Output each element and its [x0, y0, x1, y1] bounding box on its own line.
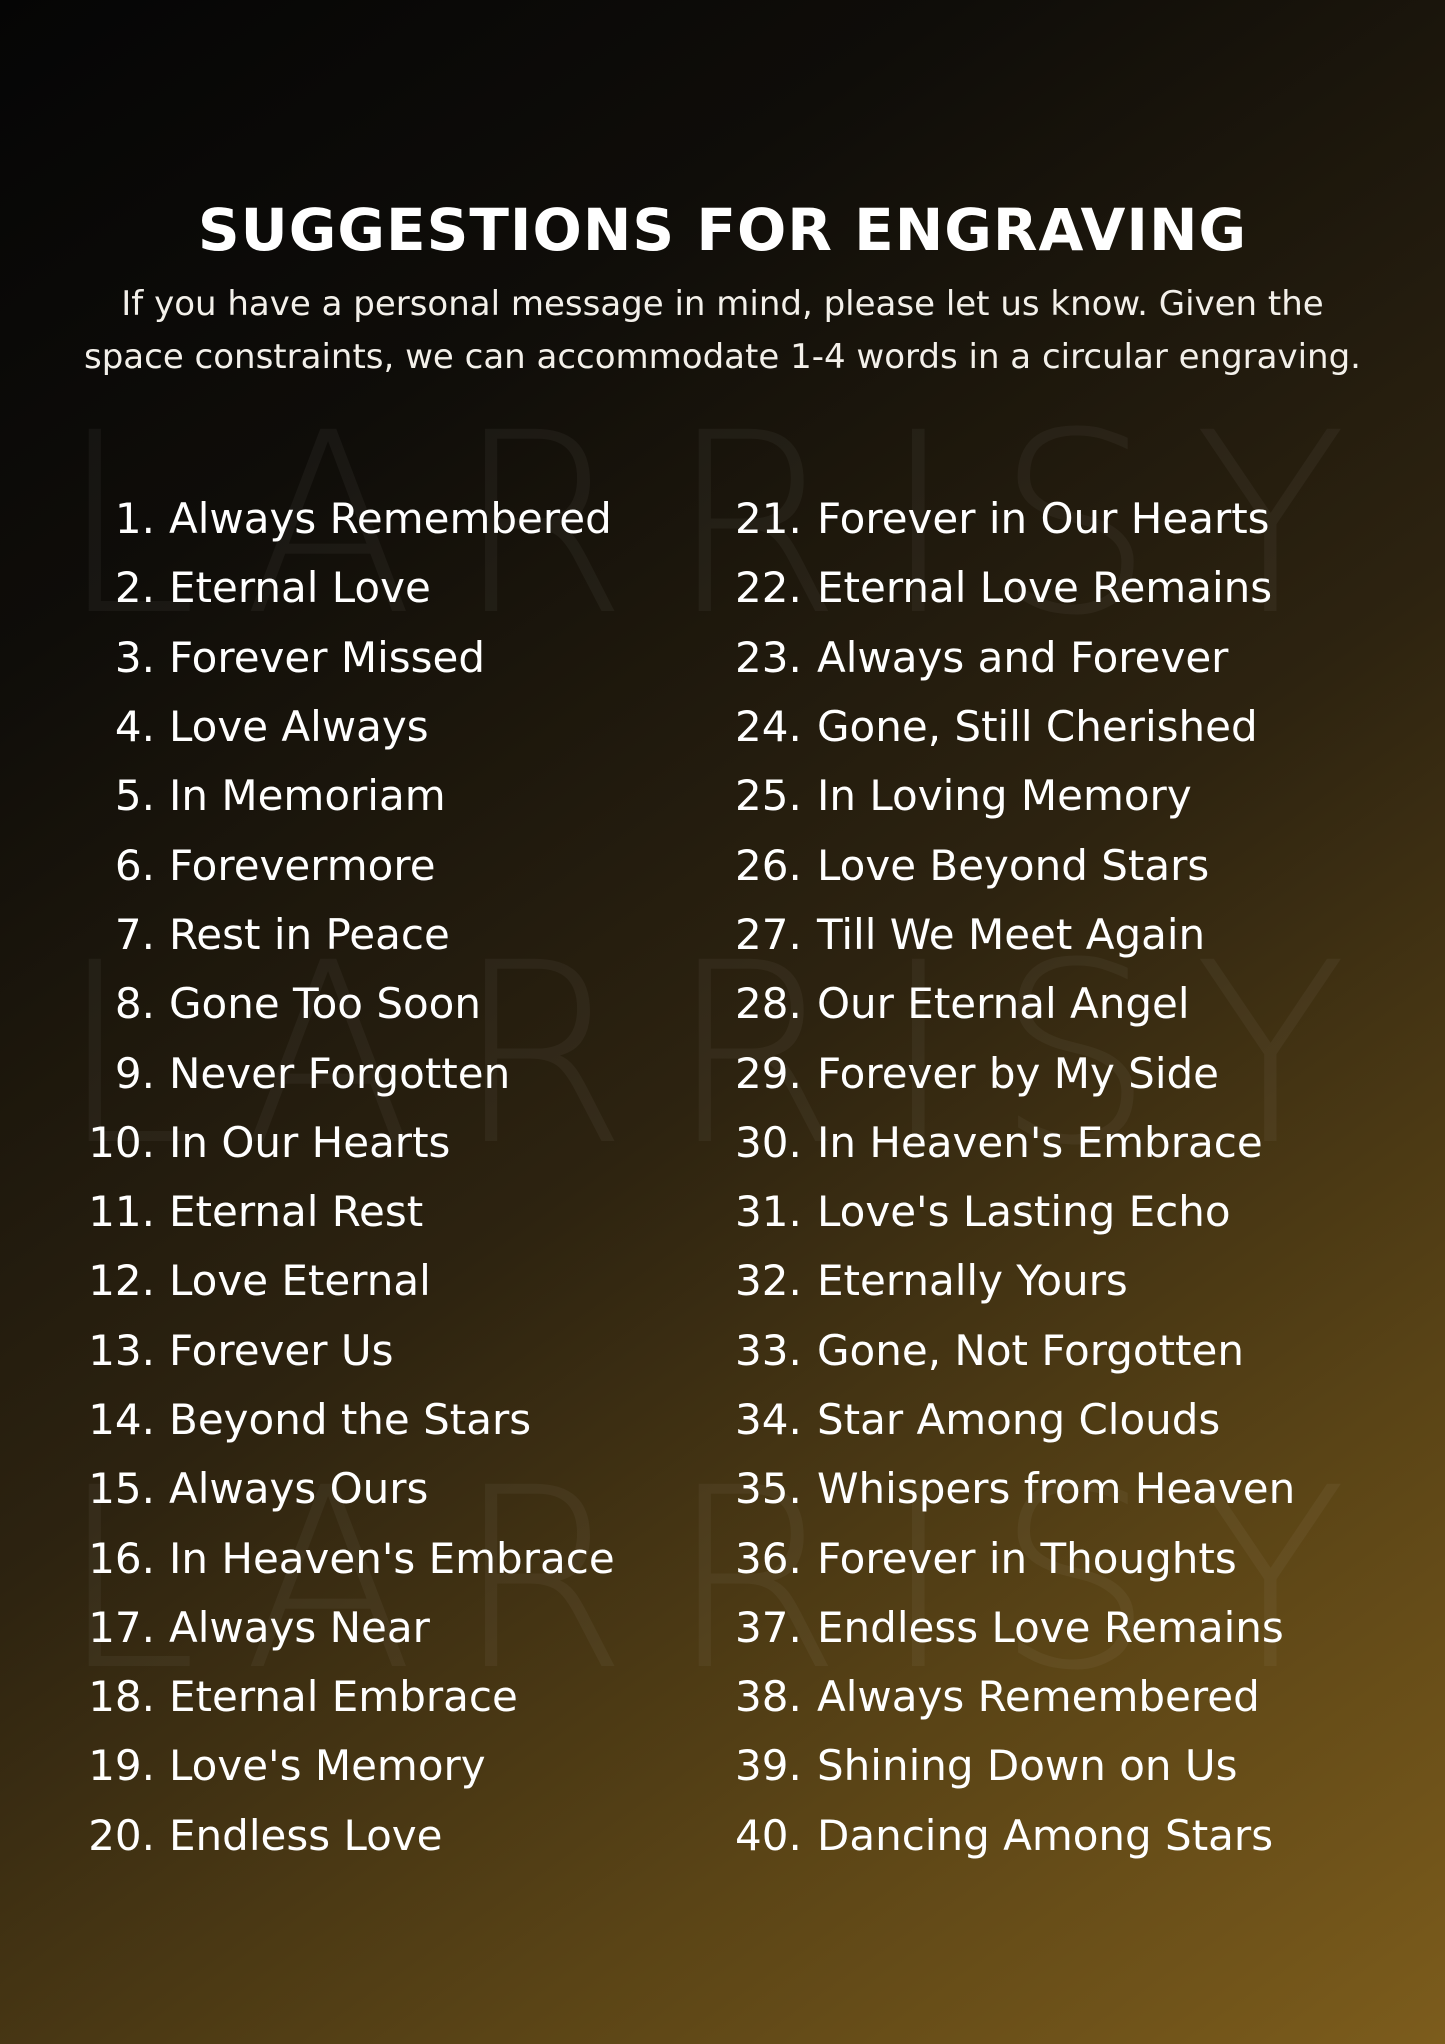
suggestion-number: 17.: [88, 1602, 155, 1652]
suggestion-text: Gone, Still Cherished: [817, 702, 1258, 752]
suggestion-number: 1.: [114, 494, 155, 544]
suggestion-item: [735, 1038, 1395, 1107]
suggestion-item: [735, 1731, 1395, 1800]
suggestion-text: Love Beyond Stars: [817, 840, 1210, 890]
suggestion-item: [735, 1177, 1395, 1246]
suggestion-number: 4.: [114, 702, 155, 752]
suggestion-number: 13.: [88, 1325, 155, 1375]
suggestion-number: 27.: [735, 909, 802, 959]
suggestion-number: 9.: [114, 1048, 155, 1098]
suggestion-item: [60, 1038, 700, 1107]
suggestion-number: 25.: [735, 771, 802, 821]
suggestions-list-right: [735, 484, 1395, 1870]
suggestion-text: Always Remembered: [169, 494, 612, 544]
suggestion-number: 40.: [735, 1810, 802, 1860]
suggestion-text: Forever in Thoughts: [817, 1533, 1237, 1583]
suggestion-item: [60, 761, 700, 830]
intro-line: If you have a personal message in mind, please let us know. Given the: [121, 284, 1324, 324]
suggestion-text: Endless Love Remains: [817, 1602, 1284, 1652]
suggestion-item: [735, 969, 1395, 1038]
suggestion-text: Dancing Among Stars: [817, 1810, 1274, 1860]
brand-logo-text: LARRISY: [426, 63, 1019, 171]
suggestion-item: [735, 1385, 1395, 1454]
suggestion-number: 34.: [735, 1395, 802, 1444]
suggestion-item: [60, 553, 700, 622]
suggestion-number: 2.: [114, 563, 155, 613]
suggestion-text: Always Near: [169, 1602, 430, 1652]
suggestion-number: 31.: [735, 1187, 802, 1237]
suggestion-text: Rest in Peace: [169, 909, 450, 959]
suggestion-number: 30.: [735, 1117, 802, 1167]
suggestion-text: In Heaven's Embrace: [817, 1117, 1263, 1167]
suggestion-text: Whispers from Heaven: [817, 1464, 1296, 1514]
page-title: SUGGESTIONS FOR ENGRAVING: [197, 196, 1248, 264]
suggestion-text: Till We Meet Again: [817, 909, 1206, 959]
suggestion-item: [735, 484, 1395, 553]
suggestion-number: 32.: [735, 1256, 802, 1306]
suggestion-item: [735, 1801, 1395, 1870]
brand-logo-text: LARRISY: [426, 1897, 1019, 2005]
suggestion-item: [735, 1662, 1395, 1731]
intro-text: [60, 278, 1385, 384]
suggestion-number: 16.: [88, 1533, 155, 1583]
suggestion-number: 22.: [735, 563, 802, 613]
suggestion-number: 21.: [735, 494, 802, 544]
suggestion-text: Always and Forever: [817, 632, 1229, 682]
suggestion-item: [60, 969, 700, 1038]
suggestion-item: [735, 1454, 1395, 1523]
suggestion-item: [60, 484, 700, 553]
suggestion-number: 15.: [88, 1464, 155, 1514]
suggestion-number: 20.: [88, 1810, 155, 1860]
suggestion-number: 37.: [735, 1602, 802, 1652]
suggestion-text: Forever Missed: [169, 632, 486, 682]
suggestion-text: Eternal Rest: [169, 1187, 424, 1237]
intro-line: space constraints, we can accommodate 1-4 words in a circular engraving.: [84, 337, 1361, 377]
suggestion-number: 18.: [88, 1672, 155, 1722]
suggestion-item: [60, 1316, 700, 1385]
suggestion-number: 7.: [114, 909, 155, 959]
suggestion-number: 3.: [114, 632, 155, 682]
suggestion-number: 14.: [88, 1395, 155, 1444]
suggestion-item: [60, 1385, 700, 1454]
suggestion-item: [60, 1593, 700, 1662]
suggestion-item: [60, 1108, 700, 1177]
brand-logo-top: [0, 58, 1445, 176]
suggestion-number: 29.: [735, 1048, 802, 1098]
suggestion-item: [735, 1593, 1395, 1662]
suggestion-text: Forevermore: [169, 840, 436, 890]
suggestion-number: 28.: [735, 979, 802, 1029]
suggestion-item: [735, 623, 1395, 692]
suggestion-text: Eternal Embrace: [169, 1672, 518, 1722]
suggestion-item: [60, 1246, 700, 1315]
suggestion-number: 38.: [735, 1672, 802, 1722]
suggestion-text: Our Eternal Angel: [817, 979, 1190, 1029]
suggestion-item: [60, 692, 700, 761]
suggestion-number: 39.: [735, 1741, 802, 1791]
suggestion-number: 24.: [735, 702, 802, 752]
suggestion-item: [60, 1177, 700, 1246]
suggestion-text: Eternal Love: [169, 563, 431, 613]
suggestion-text: In Memoriam: [169, 771, 446, 821]
suggestion-text: Always Remembered: [817, 1672, 1260, 1722]
suggestion-number: 6.: [114, 840, 155, 890]
suggestion-text: Always Ours: [169, 1464, 429, 1514]
suggestion-text: Forever Us: [169, 1325, 394, 1375]
suggestion-item: [60, 1454, 700, 1523]
suggestion-text: Shining Down on Us: [817, 1741, 1238, 1791]
suggestion-number: 8.: [114, 979, 155, 1029]
suggestion-text: Endless Love: [169, 1810, 443, 1860]
suggestion-text: In Loving Memory: [817, 771, 1192, 821]
suggestion-text: Eternally Yours: [817, 1256, 1128, 1306]
suggestion-number: 5.: [114, 771, 155, 821]
suggestion-item: [60, 1523, 700, 1592]
suggestion-item: [60, 623, 700, 692]
suggestion-item: [735, 1316, 1395, 1385]
suggestion-item: [735, 1523, 1395, 1592]
suggestion-item: [60, 830, 700, 899]
suggestion-item: [60, 1801, 700, 1870]
suggestion-text: Gone Too Soon: [169, 979, 481, 1029]
suggestion-number: 19.: [88, 1741, 155, 1791]
suggestion-text: Beyond the Stars: [169, 1395, 532, 1444]
suggestion-number: 10.: [88, 1117, 155, 1167]
suggestion-item: [60, 1731, 700, 1800]
suggestion-text: Love's Lasting Echo: [817, 1187, 1231, 1237]
suggestion-text: Eternal Love Remains: [817, 563, 1273, 613]
suggestion-item: [60, 900, 700, 969]
suggestion-item: [735, 553, 1395, 622]
suggestion-text: Love's Memory: [169, 1741, 486, 1791]
suggestion-number: 36.: [735, 1533, 802, 1583]
suggestion-number: 23.: [735, 632, 802, 682]
brand-logo-bottom: [0, 1892, 1445, 2010]
suggestion-text: Love Eternal: [169, 1256, 431, 1306]
suggestion-item: [735, 830, 1395, 899]
suggestion-item: [735, 692, 1395, 761]
suggestion-number: 33.: [735, 1325, 802, 1375]
suggestions-list-left: [60, 484, 700, 1870]
suggestion-text: Love Always: [169, 702, 429, 752]
suggestion-item: [735, 1108, 1395, 1177]
suggestion-text: In Our Hearts: [169, 1117, 451, 1167]
suggestion-number: 11.: [88, 1187, 155, 1237]
suggestion-item: [735, 761, 1395, 830]
suggestion-number: 12.: [88, 1256, 155, 1306]
suggestion-number: 35.: [735, 1464, 802, 1514]
suggestion-text: Forever by My Side: [817, 1048, 1219, 1098]
suggestion-text: Gone, Not Forgotten: [817, 1325, 1244, 1375]
suggestion-number: 26.: [735, 840, 802, 890]
suggestion-text: Star Among Clouds: [817, 1395, 1221, 1444]
suggestion-item: [735, 1246, 1395, 1315]
suggestion-item: [60, 1662, 700, 1731]
suggestion-text: Never Forgotten: [169, 1048, 511, 1098]
suggestion-text: In Heaven's Embrace: [169, 1533, 615, 1583]
suggestion-item: [735, 900, 1395, 969]
suggestion-text: Forever in Our Hearts: [817, 494, 1270, 544]
